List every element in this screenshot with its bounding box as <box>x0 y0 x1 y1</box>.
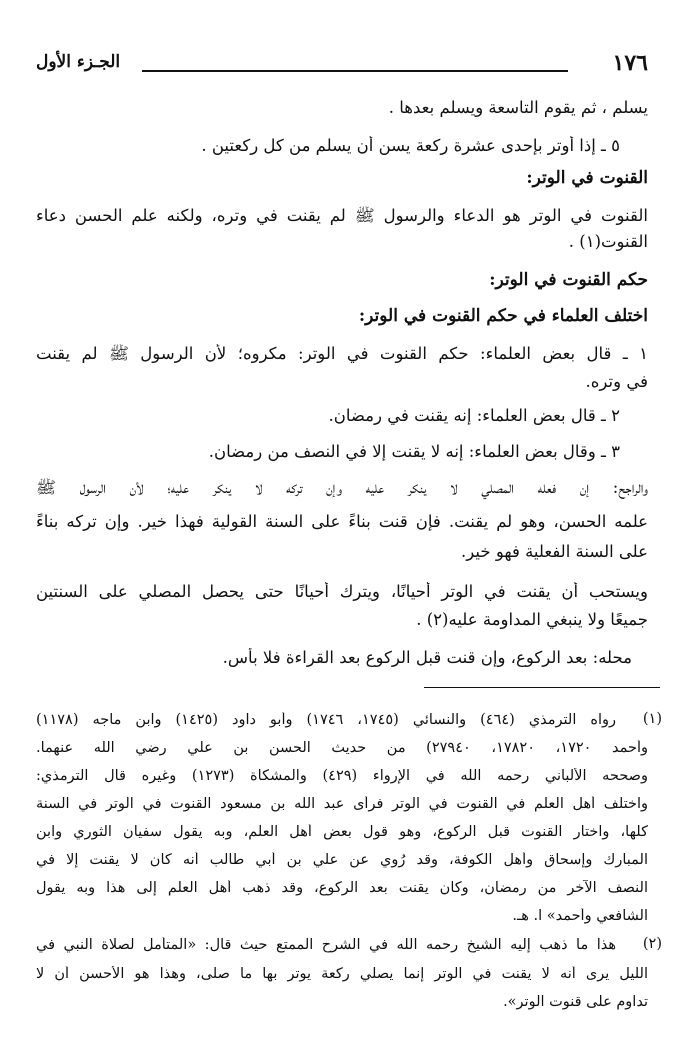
body-line: القنوت(١) . <box>568 232 648 251</box>
footnote-line: رواه الترمذي (٤٦٤) والنسائي (١٧٤٥، ١٧٤٦) وأبو داود (١٤٢٥) وابن ماجه (١١٧٨) <box>36 712 616 728</box>
body-line: علمه الحسن، وهو لم يقنت. فإن قنت بناءً على السنة القولية فهذا خير. وإن تركه بناءً <box>36 512 648 531</box>
header-rule <box>142 70 568 72</box>
footnote-separator <box>424 687 660 688</box>
footnote-line: تداوم على قنوت الوتر». <box>503 994 648 1010</box>
body-line: ٣ ـ وقال بعض العلماء: إنه لا يقنت إلا في النصف من رمضان. <box>208 442 620 461</box>
body-line: على السنة الفعلية فهو خير. <box>461 542 648 561</box>
footnote-line: واختلف أهل العلم في القنوت في الوتر فرأى عبد الله بن مسعود القنوت في الوتر في السنة <box>36 796 648 812</box>
footnote-line: وصححه الألباني رحمه الله في الإرواء (٤٢٩) والمشكاة (١٢٧٣) وغيره قال الترمذي: <box>36 768 648 784</box>
page-header <box>36 48 648 78</box>
body-line: ٥ ـ إذا أوتر بإحدى عشرة ركعة يسن أن يسلم من كل ركعتين . <box>201 136 620 155</box>
footnote-line: هذا ما ذهب إليه الشيخ رحمه الله في الشرح الممتع حيث قال: «المتأمل لصلاة النبي في <box>36 937 616 953</box>
body-line: ٢ ـ قال بعض العلماء: إنه يقنت في رمضان. <box>328 406 620 425</box>
footnote-line: المبارك وإسحاق وأهل الكوفة، وقد رُوي عن علي بن أبي طالب أنه كان لا يقنت إلا في <box>36 852 648 868</box>
body-line: القنوت في الوتر هو الدعاء والرسول ﷺ لم يقنت في وتره، ولكنه علم الحسن دعاء <box>36 206 648 225</box>
body-line: جميعًا ولا ينبغي المداومة عليه(٢) . <box>416 610 648 629</box>
body-line: يسلم ، ثم يقوم التاسعة ويسلم بعدها . <box>388 98 648 117</box>
body-line: والراجح: إن فعله المصلي لا ينكر عليه وإن تركه لا ينكر عليه؛ لأن الرسول ﷺ <box>36 478 648 497</box>
footnote-line: وأحمد ١٧٢٠، ١٧٨٢٠، ٢٧٩٤٠) من حديث الحسن بن علي رضي الله عنهما. <box>36 740 648 756</box>
body-line: محله: بعد الركوع، وإن قنت قبل الركوع بعد القراءة فلا بأس. <box>222 648 632 667</box>
body-line: ويستحب أن يقنت في الوتر أحيانًا، ويترك أحيانًا حتى يحصل المصلي على السنتين <box>36 582 648 601</box>
body-line: ١ ـ قال بعض العلماء: حكم القنوت في الوتر: مكروه؛ لأن الرسول ﷺ لم يقنت <box>36 344 648 363</box>
body-line: في وتره. <box>585 372 648 391</box>
section-heading: حكم القنوت في الوتر: <box>489 270 648 290</box>
footnote-marker: (١) <box>642 711 662 727</box>
footnote-marker: (٢) <box>642 936 662 952</box>
section-heading: اختلف العلماء في حكم القنوت في الوتر: <box>358 306 648 326</box>
footnote-line: كلها، واختار القنوت قبل الركوع، وهو قول بعض أهل العلم، وبه يقول سفيان الثوري وابن <box>36 824 648 840</box>
section-heading: القنوت في الوتر: <box>526 168 648 188</box>
footnote-line: النصف الآخر من رمضان، وكان يقنت بعد الركوع، وقد ذهب أهل العلم إلى هذا وبه يقول <box>36 880 648 896</box>
book-part-title: الجـزء الأول <box>36 52 121 72</box>
footnote-line: الليل يرى أنه لا يقنت في الوتر إنما يصلي ركعة يوتر بها ما صلى، وهذا هو الأحسن أن لا <box>36 966 648 982</box>
page-number: ١٧٦ <box>612 50 648 76</box>
footnote-line: الشافعي وأحمد» ا. هـ. <box>512 908 648 924</box>
